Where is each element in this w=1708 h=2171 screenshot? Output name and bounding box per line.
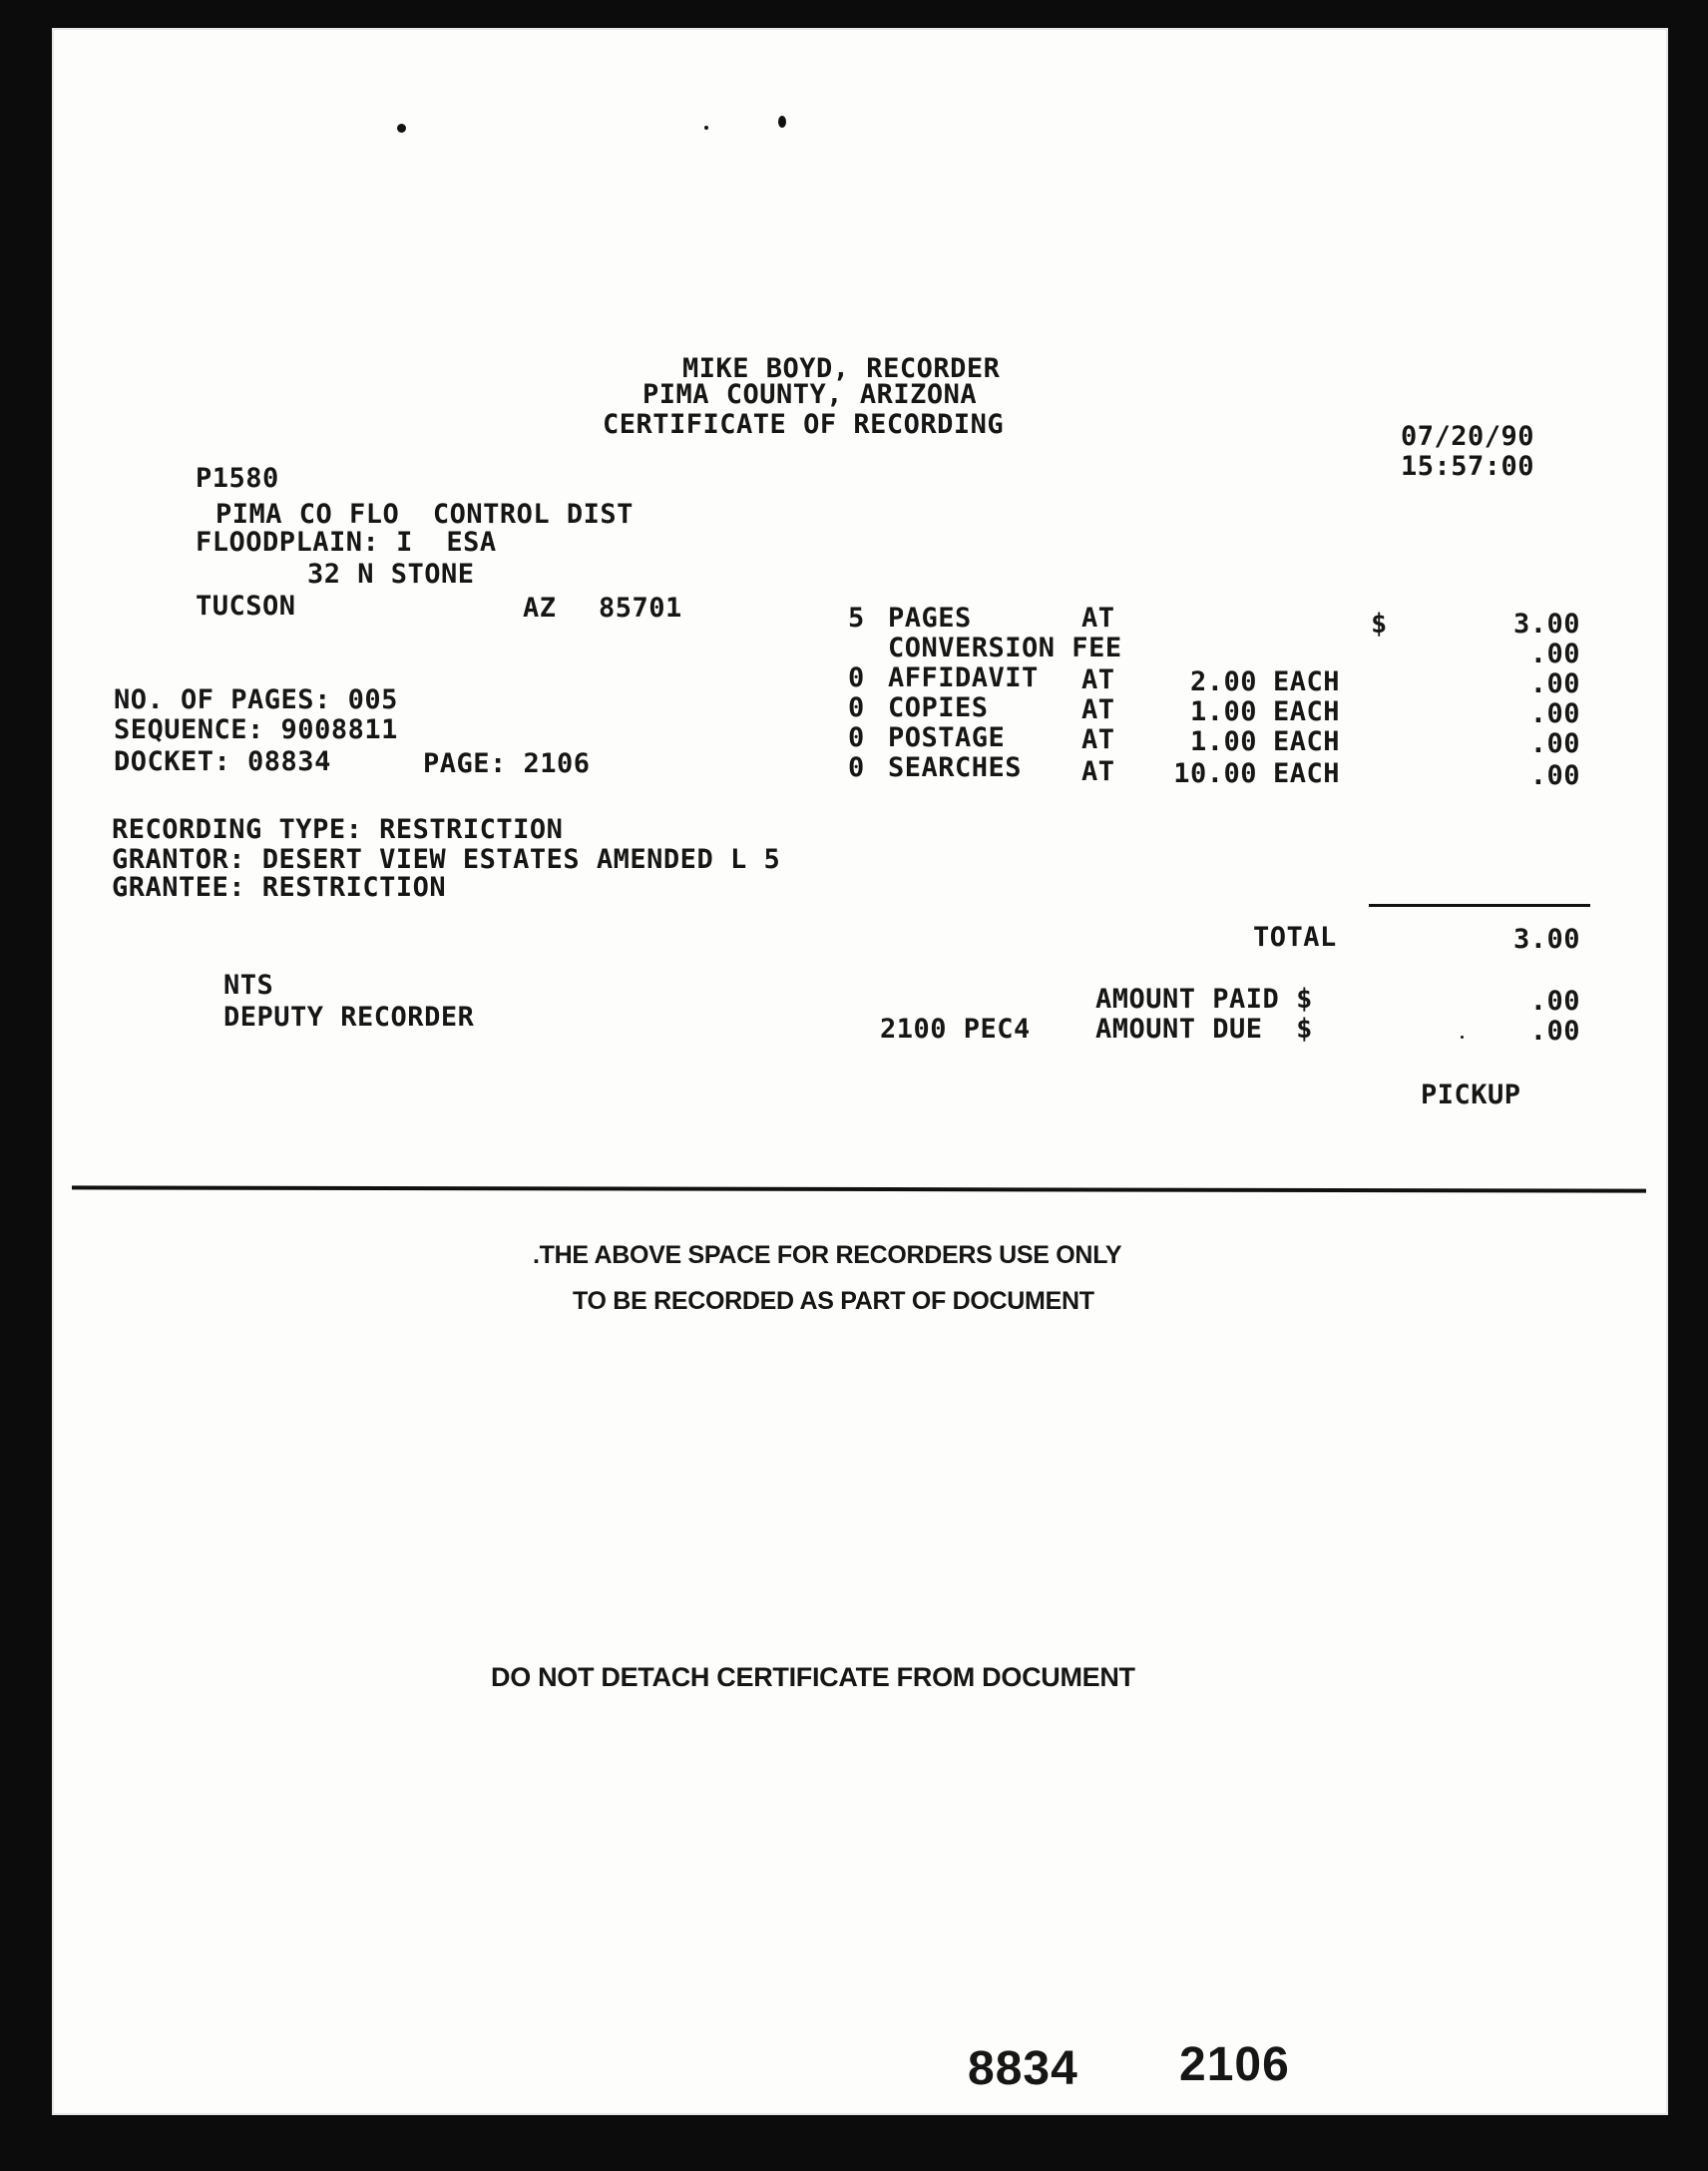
fee-rate: 1.00 [1189, 696, 1257, 727]
total-value: 3.00 [1512, 924, 1580, 955]
recording-time: 15:57:00 [1401, 451, 1535, 482]
pickup-label: PICKUP [1421, 1080, 1521, 1110]
fee-qty: 0 [848, 752, 865, 783]
recorded-as-part-notice: TO BE RECORDED AS PART OF DOCUMENT [573, 1287, 1094, 1315]
fee-at: AT [1081, 664, 1115, 695]
certificate-page [52, 28, 1668, 2115]
fee-qty: 0 [848, 692, 865, 723]
sequence-number: SEQUENCE: 9008811 [114, 714, 398, 745]
fee-at: AT [1081, 694, 1115, 725]
fee-rate: 10.00 [1173, 758, 1257, 789]
certificate-title: CERTIFICATE OF RECORDING [603, 409, 1005, 440]
recorder-space-divider [72, 1185, 1646, 1192]
fee-item: SEARCHES [888, 752, 1023, 783]
deputy-title: DEPUTY RECORDER [223, 1002, 475, 1033]
amount-paid-value: .00 [1529, 986, 1580, 1017]
fee-item: COPIES [888, 692, 989, 723]
do-not-detach-notice: DO NOT DETACH CERTIFICATE FROM DOCUMENT [491, 1662, 1135, 1692]
fee-amount: .00 [1529, 760, 1580, 791]
fee-rate: 1.00 [1189, 726, 1257, 757]
number-of-pages: NO. OF PAGES: 005 [114, 684, 398, 715]
fee-amount: .00 [1529, 668, 1580, 699]
docket-number: DOCKET: 08834 [114, 746, 331, 777]
party-zip: 85701 [599, 593, 682, 624]
fee-qty: 0 [848, 662, 865, 693]
fee-rate: 2.00 [1189, 666, 1257, 697]
recording-date: 07/20/90 [1401, 421, 1535, 452]
amount-paid-label: AMOUNT PAID $ [1095, 984, 1313, 1015]
party-name: PIMA CO FLO CONTROL DIST [215, 499, 634, 530]
fee-currency: $ [1371, 609, 1388, 640]
fee-item: POSTAGE [888, 722, 1006, 753]
fee-at: AT [1081, 756, 1115, 787]
party-street: 32 N STONE [307, 559, 475, 590]
fee-each: EACH [1273, 666, 1341, 697]
scan-speck [778, 116, 786, 128]
grantee: GRANTEE: RESTRICTION [112, 872, 447, 903]
stamp-docket-number: 8834 [968, 2042, 1078, 2095]
deputy-initials: NTS [223, 970, 274, 1001]
page-number: PAGE: 2106 [423, 748, 591, 779]
fee-amount: .00 [1529, 728, 1580, 759]
party-attention: FLOODPLAIN: I ESA [196, 527, 497, 558]
receipt-code: 2100 PEC4 [880, 1014, 1031, 1045]
scan-speck [704, 126, 708, 130]
fee-qty: 5 [848, 603, 865, 634]
fee-amount: .00 [1529, 639, 1580, 669]
grantor: GRANTOR: DESERT VIEW ESTATES AMENDED L 5 [112, 844, 781, 875]
fee-at: AT [1081, 603, 1115, 634]
fee-each: EACH [1273, 758, 1341, 789]
party-id: P1580 [196, 463, 279, 494]
scan-speck [397, 124, 406, 133]
total-rule [1369, 904, 1590, 907]
fee-item: CONVERSION FEE [888, 633, 1122, 663]
recorder-name: MIKE BOYD, RECORDER [682, 353, 1001, 384]
county-name: PIMA COUNTY, ARIZONA [642, 379, 978, 410]
total-label: TOTAL [1253, 922, 1337, 953]
party-city: TUCSON [196, 591, 296, 622]
fee-each: EACH [1273, 696, 1341, 727]
fee-amount: 3.00 [1512, 609, 1580, 640]
fee-qty: 0 [848, 722, 865, 753]
fee-item: AFFIDAVIT [888, 662, 1039, 693]
recording-type: RECORDING TYPE: RESTRICTION [112, 814, 564, 845]
party-state: AZ [523, 593, 557, 624]
fee-item: PAGES [888, 603, 972, 634]
recorder-use-notice: .THE ABOVE SPACE FOR RECORDERS USE ONLY [533, 1241, 1122, 1269]
fee-amount: .00 [1529, 698, 1580, 729]
scan-speck [1461, 1036, 1464, 1039]
fee-each: EACH [1273, 726, 1341, 757]
fee-at: AT [1081, 724, 1115, 755]
amount-due-label: AMOUNT DUE $ [1095, 1014, 1313, 1045]
amount-due-value: .00 [1529, 1016, 1580, 1047]
stamp-page-number: 2106 [1179, 2038, 1290, 2091]
